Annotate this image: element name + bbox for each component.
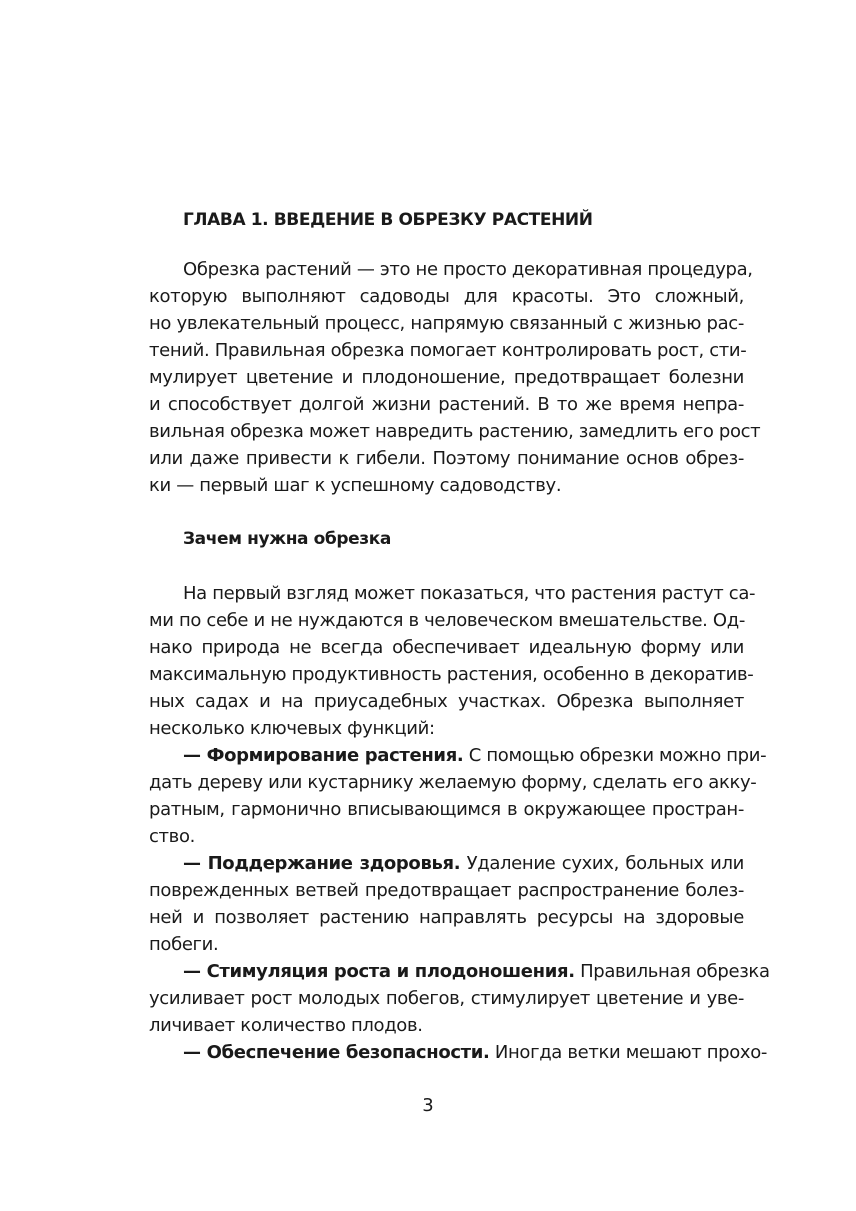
text-line: или даже привести к гибели. Поэтому понимание основ обрез-: [149, 448, 744, 469]
text-line: усиливает рост молодых побегов, стимулирует цветение и уве-: [149, 988, 744, 1009]
text-line: личивает количество плодов.: [149, 1015, 423, 1036]
text-line: несколько ключевых функций:: [149, 718, 435, 739]
list-item-first-line: [149, 1039, 768, 1066]
list-item-term: — Формирование растения.: [183, 745, 464, 766]
section-title: Зачем нужна обрезка: [183, 529, 391, 549]
list-item-text: Правильная обрезка: [574, 961, 770, 982]
intro-paragraph: [149, 256, 761, 499]
text-line: ми по себе и не нуждаются в человеческом вмешательстве. Од-: [149, 610, 745, 631]
list-item-term: — Стимуляция роста и плодоношения.: [183, 961, 575, 982]
text-line: но увлекательный процесс, напрямую связанный с жизнью рас-: [149, 313, 744, 334]
text-line: мулирует цветение и плодоношение, предотвращает болезни: [149, 367, 744, 388]
text-line: ратным, гармонично вписывающимся в окружающее простран-: [149, 799, 744, 820]
text-line: максимальную продуктивность растения, особенно в декоратив-: [149, 664, 754, 685]
list-item-first-line: [149, 742, 767, 769]
page-number: 3: [422, 1095, 434, 1116]
text-line: которую выполняют садоводы для красоты. Это сложный,: [149, 286, 744, 307]
text-line: поврежденных ветвей предотвращает распространение болез-: [149, 880, 744, 901]
list-item-text: С помощью обрезки можно при-: [463, 745, 767, 766]
text-line: ки — первый шаг к успешному садоводству.: [149, 475, 562, 496]
text-line: ней и позволяет растению направлять ресурсы на здоровые: [149, 907, 744, 928]
chapter-title: ГЛАВА 1. ВВЕДЕНИЕ В ОБРЕЗКУ РАСТЕНИЙ: [183, 210, 593, 230]
text-line: ство.: [149, 826, 195, 847]
list-item-term: — Обеспечение безопасности.: [183, 1042, 490, 1063]
text-line: тений. Правильная обрезка помогает контролировать рост, сти-: [149, 340, 747, 361]
text-line: и способствует долгой жизни растений. В то же время непра-: [149, 394, 744, 415]
list-item-first-line: [149, 850, 744, 877]
text-line: нако природа не всегда обеспечивает идеальную форму или: [149, 637, 744, 658]
text-line: побеги.: [149, 934, 219, 955]
text-line: дать дереву или кустарнику желаемую форму, сделать его акку-: [149, 772, 757, 793]
list-item-term: — Поддержание здоровья.: [183, 853, 461, 874]
text-line: На первый взгляд может показаться, что растения растут са-: [183, 583, 756, 604]
text-line: ных садах и на приусадебных участках. Обрезка выполняет: [149, 691, 744, 712]
list-item-text: Иногда ветки мешают прохо-: [489, 1042, 768, 1063]
functions-list: [149, 742, 770, 1066]
text-line: вильная обрезка может навредить растению, замедлить его рост: [149, 421, 761, 442]
list-item-text: Удаление сухих, больных или: [460, 853, 745, 874]
text-line: Обрезка растений — это не просто декоративная процедура,: [183, 259, 753, 280]
list-item-first-line: [149, 958, 770, 985]
section-intro-paragraph: [149, 580, 756, 742]
